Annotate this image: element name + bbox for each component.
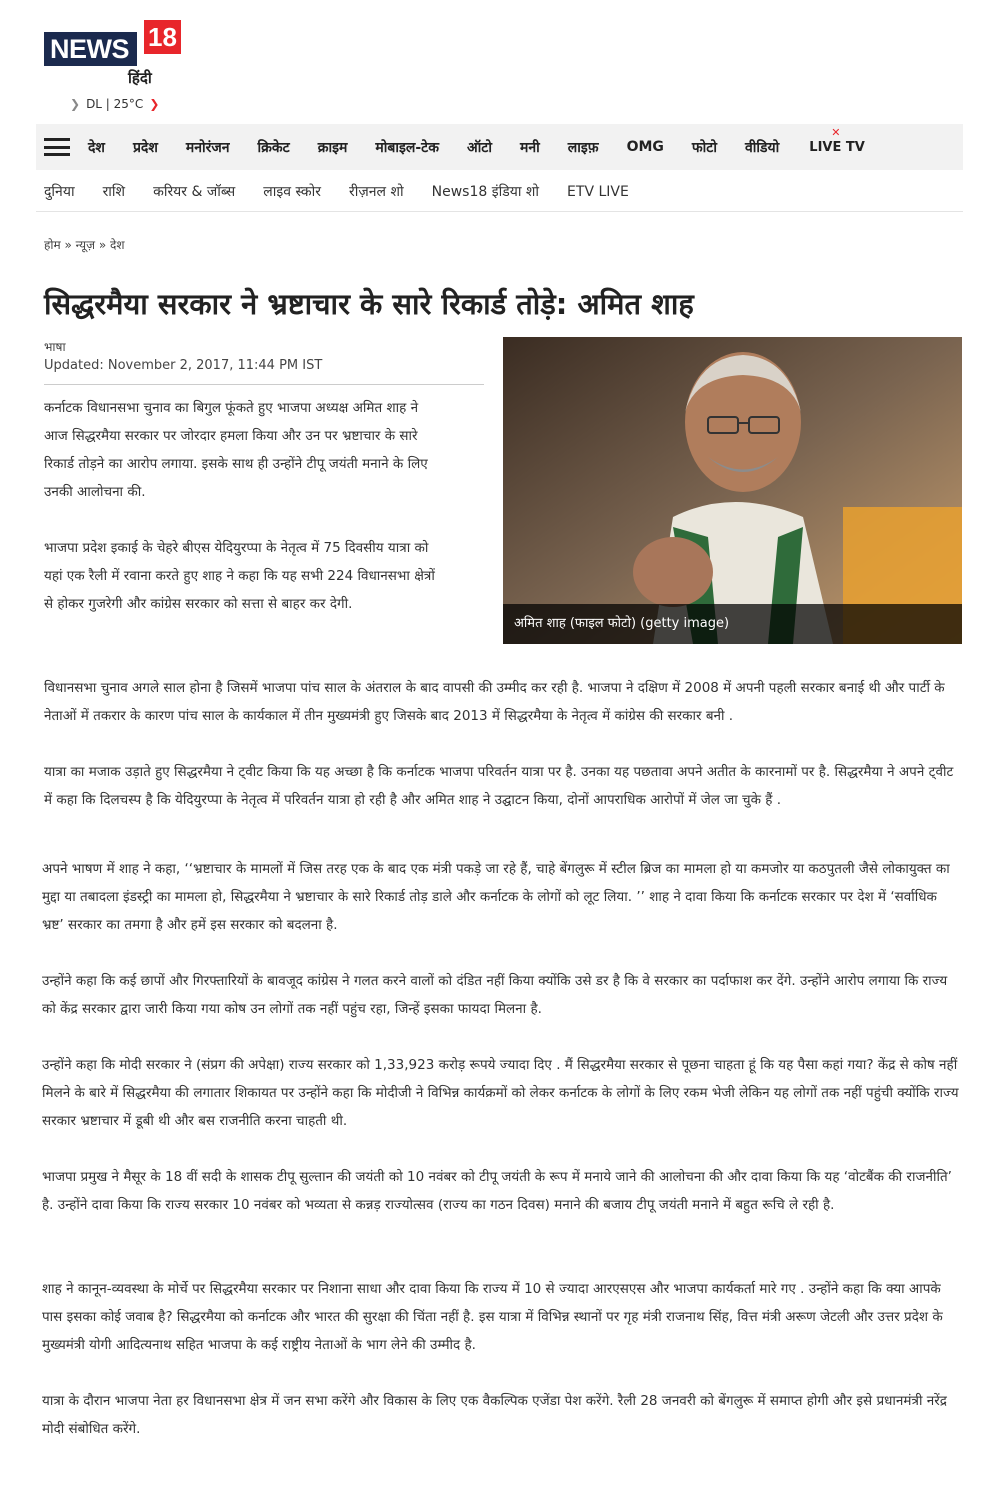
nav-item-omg[interactable]: OMG (626, 139, 664, 155)
nav-item-video[interactable]: वीडियो (745, 139, 780, 156)
logo-brand: NEWS (44, 32, 137, 66)
nav-item-pradesh[interactable]: प्रदेश (132, 139, 158, 156)
subnav-item-regional-show[interactable]: रीज़नल शो (349, 184, 404, 200)
article-title: सिद्धरमैया सरकार ने भ्रष्टाचार के सारे रिकार्ड तोड़े: अमित शाह (44, 287, 694, 321)
chevron-left-icon: ❯ (70, 97, 81, 111)
news18-logo[interactable] (44, 18, 184, 90)
logo-language: हिंदी (128, 69, 152, 87)
article-paragraph: शाह ने कानून-व्यवस्था के मोर्चे पर सिद्धरमैया सरकार पर निशाना साधा और दावा किया कि राज्य में 10 से ज्यादा आरएसएस और भाजपा कार्यकर्ता मारे गए . उन्होंने कहा कि क्या आपके पास इसका कोई जवाब है? सिद्धरमैया को कर्नाटक और भारत की सुरक्षा की चिंता नहीं है. इस यात्रा में विभिन्न स्थानों पर गृह मंत्री राजनाथ सिंह, वित्त मंत्री अरूण जेटली और उत्तर प्रदेश के मुख्यमंत्री योगी आदित्यनाथ सहित भाजपा के कई राष्ट्रीय नेताओं के भाग लेने की उम्मीद है. (42, 1281, 943, 1353)
live-tv-icon: ✕ (831, 125, 841, 139)
chevron-right-icon: ❯ (149, 97, 160, 111)
article-paragraph: भाजपा प्रमुख ने मैसूर के 18 वीं सदी के शासक टीपू सुल्तान की जयंती को 10 नवंबर को टीपू जयंती के रूप में मनाये जाने की आलोचना की और दावा किया कि यह ‘वोटबैंक की राजनीति’ है. उन्होंने दावा किया कि राज्य सरकार 10 नवंबर को भव्यता से कन्नड़ राज्योत्सव (राज्य का गठन दिवस) मनाने की बजाय टीपू जयंती मनाने में बहुत रूचि ले रही है. (42, 1169, 952, 1213)
article-paragraph: कर्नाटक विधानसभा चुनाव का बिगुल फूंकते हुए भाजपा अध्यक्ष अमित शाह ने आज सिद्धरमैया सरकार पर जोरदार हमला किया और उन पर भ्रष्टाचार के सारे रिकार्ड तोड़ने का आरोप लगाया. इसके साथ ही उन्होंने टीपू जयंती मनाने के लिए उनकी आलोचना की. (44, 400, 428, 500)
article-agency: भाषा (44, 340, 66, 354)
article-meta (44, 338, 484, 385)
breadcrumb[interactable]: होम » न्यूज़ » देश (44, 238, 125, 252)
article-paragraph: यात्रा का मजाक उड़ाते हुए सिद्धरमैया ने ट्वीट किया कि यह अच्छा है कि कर्नाटक भाजपा परिवर्तन यात्रा पर है. उनका यह पछतावा अपने अतीत के कारनामों पर है. सिद्धरमैया ने अपने ट्वीट में कहा कि दिलचस्प है कि येदियुरप्पा के नेतृत्व में परिवर्तन यात्रा हो रही है और अमित शाह ने उद्घाटन किया, दोनों आपराधिक आरोपों में जेल जा चुके हैं . (44, 764, 954, 808)
nav-item-photo[interactable]: फोटो (691, 139, 717, 156)
subnav-item-live-score[interactable]: लाइव स्कोर (263, 184, 321, 200)
nav-item-cricket[interactable]: क्रिकेट (257, 139, 290, 156)
subnav-item-news18-india-show[interactable]: News18 इंडिया शो (431, 184, 540, 200)
nav-item-mobile-tech[interactable]: मोबाइल-टेक (375, 139, 439, 156)
nav-item-live-tv[interactable] (809, 125, 865, 155)
amit-shah-photo (503, 337, 962, 644)
article-updated: Updated: November 2, 2017, 11:44 PM IST (44, 358, 323, 373)
menu-icon[interactable] (44, 138, 70, 156)
image-caption: अमित शाह (फाइल फोटो) (getty image) (503, 604, 962, 644)
article-paragraph: उन्होंने कहा कि कई छापों और गिरफ्तारियों के बावजूद कांग्रेस ने गलत करने वालों को दंडित नहीं किया क्योंकि उसे डर है कि वे सरकार का पर्दाफाश कर देंगे. उन्होंने आरोप लगाया कि राज्य को केंद्र सरकार द्वारा जारी किया गया कोष उन लोगों तक नहीं पहुंच रहा, जिन्हें इसका फायदा मिलना है. (42, 973, 948, 1017)
nav-item-life[interactable]: लाइफ़ (567, 139, 599, 156)
subnav-item-etv-live[interactable]: ETV LIVE (567, 183, 629, 200)
article-paragraph: उन्होंने कहा कि मोदी सरकार ने (संप्रग की अपेक्षा) राज्य सरकार को 1,33,923 करोड़ रूपये ज्यादा दिए . मैं सिद्धरमैया सरकार से पूछना चाहता हूं कि यह पैसा कहां गया? केंद्र से कोष नहीं मिलने के बारे में सिद्धरमैया की लगातार शिकायत पर उन्होंने कहा कि मोदीजी ने विभिन्न कार्यक्रमों को लेकर कर्नाटक के लोगों के लिए रकम भेजी लेकिन यह लोगों तक नहीं पहुंची क्योंकि राज्य सरकार भ्रष्टाचार में डूबी थी और बस राजनीति करना चाहती थी. (42, 1057, 959, 1129)
sub-nav (36, 172, 963, 212)
nav-item-manoranjan[interactable]: मनोरंजन (185, 139, 230, 156)
subnav-item-career[interactable]: करियर & जॉब्स (153, 184, 236, 200)
subnav-item-duniya[interactable]: दुनिया (44, 184, 75, 200)
article-paragraph: भाजपा प्रदेश इकाई के चेहरे बीएस येदियुरप्पा के नेतृत्व में 75 दिवसीय यात्रा को यहां एक रैली में रवाना करते हुए शाह ने कहा कि यह सभी 224 विधानसभा क्षेत्रों से होकर गुजरेगी और कांग्रेस सरकार को सत्ता से बाहर कर देगी. (44, 540, 435, 612)
logo-number: 18 (144, 20, 181, 54)
article-paragraph: अपने भाषण में शाह ने कहा, ‘‘भ्रष्टाचार के मामलों में जिस तरह एक के बाद एक मंत्री पकड़े जा रहे हैं, चाहे बेंगलुरू में स्टील ब्रिज का मामला हो या कमजोर या कठपुतली जैसे लोकायुक्त का मुद्दा या तबादला इंडस्ट्री का मामला हो, सिद्धरमैया ने भ्रष्टाचार के सारे रिकार्ड तोड़ डाले और कर्नाटक के लोगों को लूट लिया. ’’ शाह ने दावा किया कि कर्नाटक सरकार पर देश में ‘सर्वाधिक भ्रष्ट’ सरकार का तमगा है और हमें इस सरकार को बदलना है. (42, 861, 950, 933)
nav-item-money[interactable]: मनी (519, 139, 540, 156)
article-paragraph: यात्रा के दौरान भाजपा नेता हर विधानसभा क्षेत्र में जन सभा करेंगे और विकास के लिए एक वैकल्पिक एजेंडा पेश करेंगे. रैली 28 जनवरी को बेंगलुरू में समाप्त होगी और इसे प्रधानमंत्री नरेंद्र मोदी संबोधित करेंगे. (42, 1393, 947, 1437)
article-image (503, 337, 962, 644)
subnav-item-rashi[interactable]: राशि (102, 184, 126, 200)
weather-text: DL | 25°C (86, 97, 144, 111)
article-paragraph: विधानसभा चुनाव अगले साल होना है जिसमें भाजपा पांच साल के अंतराल के बाद वापसी की उम्मीद कर रही है. भाजपा ने दक्षिण में 2008 में अपनी पहली सरकार बनाई थी और पार्टी के नेताओं में तकरार के कारण पांच साल के कार्यकाल में तीन मुख्यमंत्री हुए जिसके बाद 2013 में सिद्धरमैया के नेतृत्व में कांग्रेस की सरकार बनी . (44, 680, 945, 724)
main-nav (36, 124, 963, 170)
nav-item-crime[interactable]: क्राइम (317, 139, 348, 156)
weather-widget[interactable] (70, 97, 159, 111)
live-tv-label: LIVE TV (809, 139, 865, 155)
nav-item-desh[interactable]: देश (88, 139, 105, 156)
nav-item-auto[interactable]: ऑटो (466, 139, 492, 156)
